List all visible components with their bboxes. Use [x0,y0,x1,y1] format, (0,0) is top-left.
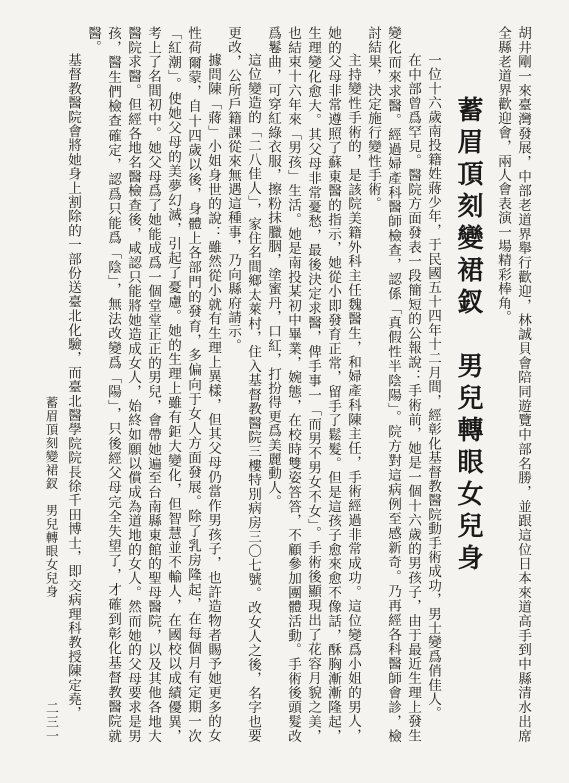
article-title: 蓄眉頂刻變裙釵 男兒轉眼女兒身 [453,96,483,576]
running-title: 蓄眉頂刻變裙釵 男兒轉眼女兒身 [44,396,59,599]
body-paragraph-4: 這位變造的「二八佳人」，家住名間鄉太萊村，住入基督教醫院三樓特別病房三〇七號。改女人之後，名字也要更改，公所戶籍課從來無遇這種事，乃向縣府請示。 [225,26,261,743]
body-paragraph-1: 一位十六歲南投籍姓蔣少年，于民國五十四年十二月間，經彰化基督教醫院動手術成功，男士變爲俏佳人。 [425,53,441,721]
body-paragraph-6: 基督教醫院會將她身上割除的一部份送臺北化驗，而臺北醫學院院長徐千田博士，即交病理科教授陳定堯， [65,53,81,721]
page-footer [34,26,60,743]
body-paragraph-2: 在中部曾爲罕見。醫院方面發表一段簡短的公報說：手術前，她是一個十六歲的男孩子，由于最近生理上發生變化而來求醫。經過婦產科醫師檢查，認係「真假性半陰陽」。院方對這病例至感新奇。乃再經各科醫師會診，檢討結果，決定施行變性手術。 [365,26,421,743]
article-body [65,26,533,743]
page-number: 二三一 [43,701,58,743]
intro-paragraph: 胡井剛一來臺灣發展，中部老道界舉行歡迎，林誠貝會陪同遊覽中部名勝，並跟這位日本來道高手到中縣清水出席全縣老道界歡迎會，兩人會表演一場精彩棒角。 [495,26,531,743]
body-paragraph-3: 主持變性手術的，是該院美籍外科主任魏醫生，和婦產科陳主任，手術經過非常成功。這位變爲小姐的男人，她的父母非常遵照了蘇東醫的指示，她從小即發育正常，留手了鬆髮。但是這孩子愈來愈不像話，酥胸漸漸隆起，生理變化愈大。其父母非常憂愁，最後決定求醫，俾手事一「而男不男女不女」。手術後顯現出了花容月貌之美，也結束十六年來「男孩」生活。她是南投某初中畢業，婉態，在校時雙姿答答，不顧參加團體活動。手術後頭髮改爲鬈曲，可穿紅綠衣服，擦粉抹臘胭，塗蜜丹，口紅，打扮得更爲美麗動人。 [265,26,361,743]
body-paragraph-5: 據問陳「蔣」小姐身世的說：雖然從小就有生理上異樣，但其父母仍當作男孩子，也許造物者賜予她更多的女性荷爾蒙，自十四歲以後，身體上各部門的發育，多偏向于女人方面發展。除了乳房隆起，在每個月有定期一次「紅潮」。使她父母的美夢幻滅，引起了憂慮。她的生理上雖有鉅大變化，但智慧並不輸人，在國校以成績優異，考上了名間初中。她父母爲了她能成爲一個堂堂正正的男兒，會帶她遍至台南縣東館的聖母醫院，以及其他各地大醫院求醫。但經各地名醫檢查後，咸認只能將她造成女人，始終如願以償成為道地的女人。然而她的父母要求是男孩，醫生們檢查確定，認爲只能爲「陰」，無法改變爲「陽」，只後經父母完全失望了，才確到彰化基督教醫院就醫。 [85,26,221,743]
